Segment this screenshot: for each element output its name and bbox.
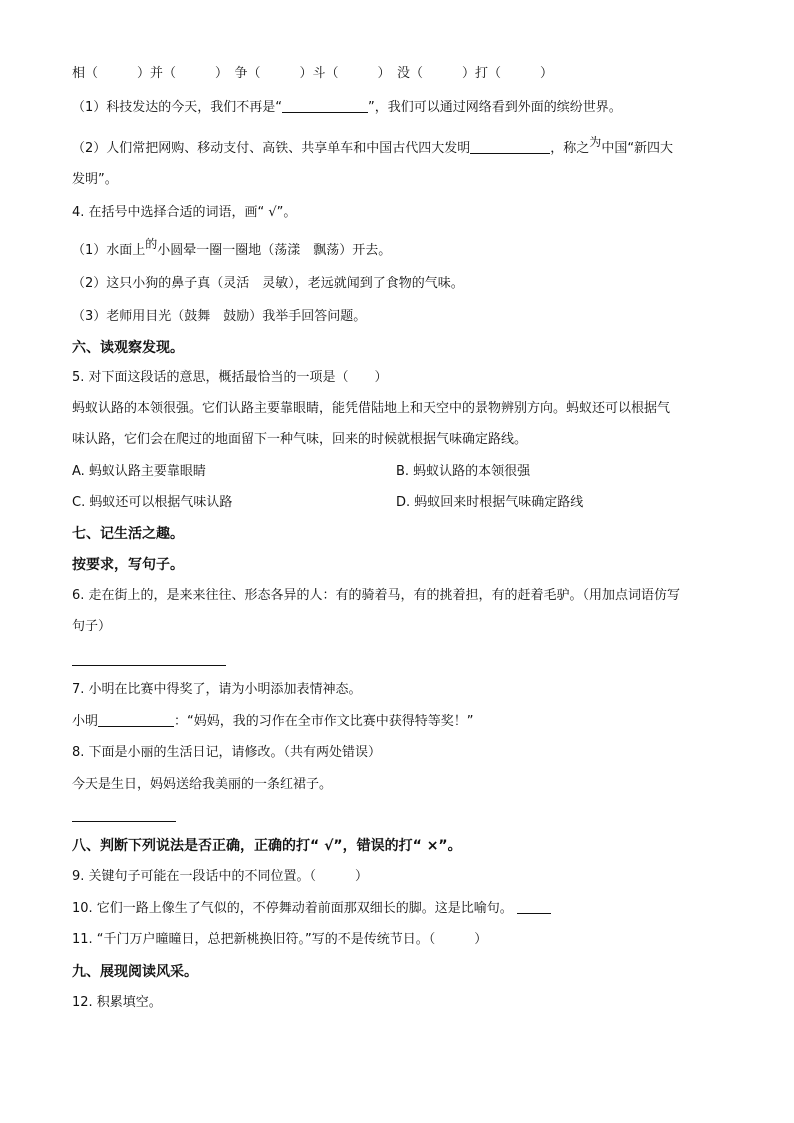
section-7-subheading: 按要求，写句子。 — [72, 557, 184, 573]
q4-1-sup: 的 — [145, 237, 158, 251]
fill-question-1 — [72, 98, 622, 118]
section-9-heading: 九、展现阅读风采。 — [72, 964, 198, 980]
q7-fill-suffix: ：“妈妈，我的习作在全市作文比赛中获得特等奖！” — [174, 714, 474, 729]
fill-question-2 — [72, 135, 674, 159]
q8-title: 8. 下面是小丽的生活日记，请修改。（共有两处错误） — [72, 745, 382, 760]
q4-item-2: （2）这只小狗的鼻子真（灵活 灵敏），老远就闻到了食物的气味。 — [72, 276, 464, 291]
fill-1-prefix: （1）科技发达的今天，我们不再是“ — [72, 100, 283, 115]
q6-line-2: 句子） — [72, 619, 112, 634]
q7-fill-prefix: 小明 — [72, 714, 99, 729]
q6-line-1: 6. 走在街上的，是来来往往、形态各异的人：有的骑着马，有的挑着担，有的赶着毛驴。（用加点词语仿写 — [72, 588, 681, 603]
word-pairs-line: 相（ ）并（ ） 争（ ）斗（ ） 没（ ）打（ ） — [72, 66, 554, 81]
q4-item-3: （3）老师用目光（鼓舞 鼓励）我举手回答问题。 — [72, 309, 367, 324]
q11: 11. “千门万户曈曈日，总把新桃换旧符。”写的不是传统节日。（ ） — [72, 932, 488, 947]
q12: 12. 积累填空。 — [72, 995, 162, 1010]
q7-blank[interactable] — [98, 712, 174, 727]
q4-item-1 — [72, 237, 392, 261]
fill-1-suffix: ”，我们可以通过网络看到外面的缤纷世界。 — [368, 100, 622, 115]
q5-passage-line-1: 蚂蚁认路的本领很强。它们认路主要靠眼睛，能凭借陆地上和天空中的景物辨别方向。蚂蚁还可以根据气 — [72, 401, 671, 416]
fill-2-sup: 为 — [589, 135, 602, 149]
section-8-heading: 八、判断下列说法是否正确，正确的打“ √”，错误的打“ ×”。 — [72, 838, 462, 854]
fill-2-prefix: （2）人们常把网购、移动支付、高铁、共享单车和中国古代四大发明 — [72, 141, 471, 156]
fill-2-suffix: 中国“新四大 — [601, 141, 674, 156]
fill-1-blank[interactable] — [282, 98, 368, 113]
section-6-heading: 六、读观察发现。 — [72, 340, 184, 356]
q7-title: 7. 小明在比赛中得奖了，请为小明添加表情神态。 — [72, 682, 362, 697]
fill-2-blank[interactable] — [470, 139, 550, 154]
q4-1-post: 小圆晕一圈一圈地（荡漾 飘荡）开去。 — [157, 243, 392, 258]
q5-passage-line-2: 味认路，它们会在爬过的地面留下一种气味，回来的时候就根据气味确定路线。 — [72, 432, 528, 447]
q10-line — [72, 899, 551, 919]
q5-title: 5. 对下面这段话的意思，概括最恰当的一项是（ ） — [72, 370, 388, 385]
q10-text: 10. 它们一路上像生了气似的，不停舞动着前面那双细长的脚。这是比喻句。 — [72, 901, 513, 916]
fill-2-mid: ，称之 — [550, 141, 590, 156]
q10-blank[interactable] — [517, 899, 551, 914]
q6-answer-line[interactable] — [72, 665, 226, 666]
q5-option-d[interactable]: D. 蚂蚁回来时根据气味确定路线 — [396, 495, 584, 510]
q7-fill — [72, 712, 474, 732]
q4-title: 4. 在括号中选择合适的词语，画“ √”。 — [72, 205, 297, 220]
q5-option-b[interactable]: B. 蚂蚁认路的本领很强 — [396, 464, 531, 479]
fill-2-continuation: 发明”。 — [72, 172, 118, 187]
q9: 9. 关键句子可能在一段话中的不同位置。（ ） — [72, 869, 369, 884]
q8-diary-text: 今天是生日，妈妈送给我美丽的一条红裙子。 — [72, 777, 333, 792]
q5-option-a[interactable]: A. 蚂蚁认路主要靠眼睛 — [72, 464, 206, 479]
q8-answer-line[interactable] — [72, 821, 176, 822]
q5-option-c[interactable]: C. 蚂蚁还可以根据气味认路 — [72, 495, 233, 510]
q4-1-pre: （1）水面上 — [72, 243, 146, 258]
section-7-heading: 七、记生活之趣。 — [72, 526, 184, 542]
